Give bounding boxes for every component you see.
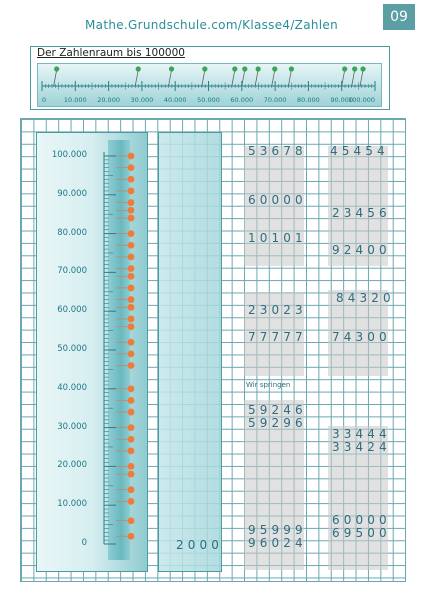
vertical-scale-label: 50.000 <box>57 344 87 354</box>
vertical-scale-dot <box>116 285 134 292</box>
vertical-scale-dot <box>116 397 134 404</box>
vertical-scale-label: 30.000 <box>57 421 87 432</box>
vertical-scale-dot <box>116 463 134 470</box>
number-line-tick-label: 80.000 <box>297 96 320 104</box>
number-left: 60000 <box>248 193 307 207</box>
number-line-pin <box>202 66 208 86</box>
number-line-band <box>37 63 382 107</box>
number-line-tick-label: 70.000 <box>263 96 287 104</box>
wir-springen-label: Wir springen <box>246 381 291 389</box>
number-left: 23023 <box>248 303 307 317</box>
vertical-scale-label: 80.000 <box>57 227 87 238</box>
number-right: 74300 <box>332 330 391 344</box>
vertical-scale-dot <box>116 273 134 280</box>
number-left: 59296 <box>248 416 307 430</box>
vertical-scale-dot <box>116 339 134 346</box>
vertical-scale-dot <box>116 385 134 392</box>
number-right: 60000 <box>332 513 391 527</box>
vertical-scale-dot <box>116 533 134 540</box>
number-left: 96024 <box>248 536 307 550</box>
number-left: 53678 <box>248 144 307 158</box>
number-line-tick-label: 20.000 <box>97 96 120 104</box>
number-left: 77777 <box>248 330 307 344</box>
number-right: 84320 <box>336 291 395 305</box>
vertical-scale-label: 100.000 <box>51 150 87 160</box>
answer-value: 2000 <box>176 538 223 552</box>
vertical-scale-dot <box>116 362 134 369</box>
number-line-tick-label: 30.000 <box>130 96 154 104</box>
number-line-title: Der Zahlenraum bis 100000 <box>37 47 185 59</box>
number-left: 10101 <box>248 231 307 245</box>
vertical-scale-dot <box>116 153 134 160</box>
number-line-tick-label: 40.000 <box>163 96 187 104</box>
number-right: 23456 <box>332 206 391 220</box>
vertical-scale-dot <box>116 265 134 272</box>
number-right: 92400 <box>332 243 391 257</box>
vertical-scale-dot <box>116 486 134 493</box>
vertical-scale-dot <box>116 296 134 303</box>
vertical-scale-dot <box>116 304 134 311</box>
vertical-scale-dot <box>116 215 134 222</box>
vertical-scale-label: 0 <box>81 538 87 548</box>
number-left: 95999 <box>248 523 307 537</box>
vertical-scale-dot <box>116 447 134 454</box>
number-right: 45454 <box>330 144 389 158</box>
number-line-tick-label: 0 <box>42 96 47 104</box>
number-line-pin <box>352 66 358 86</box>
number-line-tick-label: 90.000 <box>330 96 354 104</box>
vertical-scale-label: 10.000 <box>57 499 87 510</box>
vertical-scale-dot <box>116 188 134 195</box>
page-number: 09 <box>383 4 415 30</box>
number-line-pin <box>360 66 366 86</box>
number-line-pin <box>255 66 261 86</box>
number-line-box <box>30 46 390 110</box>
number-line-pin <box>288 66 294 86</box>
vertical-scale-dot <box>116 471 134 478</box>
number-line-pin <box>242 66 248 86</box>
vertical-scale-dot <box>116 207 134 214</box>
vertical-scale-dot <box>116 424 134 431</box>
vertical-scale-label: 70.000 <box>57 266 87 277</box>
vertical-scale-dot <box>116 323 134 330</box>
vertical-scale-dot <box>116 230 134 237</box>
number-line-pin <box>169 66 175 86</box>
number-line-pin <box>342 66 348 86</box>
vertical-scale-dot <box>116 517 134 524</box>
number-line-pin <box>272 66 278 86</box>
number-line-tick-label: 60.000 <box>230 96 254 104</box>
number-line-tick-label: 10.000 <box>63 96 87 104</box>
page-header: Mathe.Grundschule.com/Klasse4/Zahlen <box>85 18 338 32</box>
number-line-tick-label: 50.000 <box>197 96 220 104</box>
number-line-tick-label: 100.000 <box>348 96 375 104</box>
number-left: 59246 <box>248 403 307 417</box>
number-line-svg <box>38 64 381 106</box>
vertical-scale-dot <box>116 436 134 443</box>
vertical-scale-dot <box>116 316 134 323</box>
vertical-scale-dot <box>116 199 134 206</box>
vertical-scale-label: 90.000 <box>57 188 87 199</box>
number-line-pin <box>232 66 238 86</box>
vertical-scale-label: 20.000 <box>57 460 87 471</box>
number-right: 33424 <box>332 440 391 454</box>
vertical-scale-dot <box>116 350 134 357</box>
vertical-scale-dot <box>116 242 134 249</box>
number-right: 69500 <box>332 526 391 540</box>
vertical-scale-label: 60.000 <box>57 305 87 316</box>
number-right: 33444 <box>332 427 391 441</box>
vertical-scale-dot <box>116 498 134 505</box>
vertical-scale-dot <box>116 164 134 171</box>
vertical-scale-label: 40.000 <box>57 382 87 393</box>
vertical-scale-dot <box>116 253 134 260</box>
answer-column-panel <box>158 132 222 572</box>
number-line-pin <box>135 66 141 86</box>
vertical-scale-dot <box>116 409 134 416</box>
vertical-scale-dot <box>116 176 134 183</box>
